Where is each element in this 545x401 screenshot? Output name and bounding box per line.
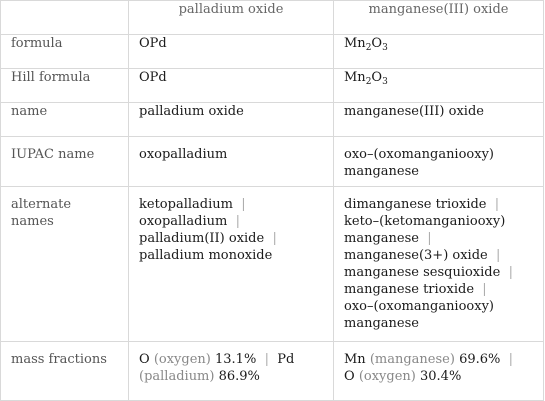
list-item <box>139 230 323 247</box>
separator: | <box>482 282 487 297</box>
formula-subscript: 2 <box>365 43 372 53</box>
cell-alternate-a <box>129 187 334 342</box>
table-row-formula <box>1 35 544 69</box>
alt-name: ketopalladium <box>139 197 233 212</box>
list-item <box>139 368 323 385</box>
column-header-manganese-oxide <box>334 1 544 35</box>
row-label <box>1 342 129 401</box>
alt-name: oxopalladium <box>139 214 228 229</box>
list-item <box>139 213 323 230</box>
cell-formula-a <box>129 35 334 69</box>
cell-hill-a <box>129 69 334 103</box>
separator: | <box>272 231 277 246</box>
formula-part: Mn <box>344 70 366 85</box>
fraction-value: 13.1% <box>215 352 257 367</box>
column-header-label: manganese(III) oxide <box>368 2 509 17</box>
table-row-name <box>1 103 544 137</box>
formula-part: Mn <box>344 36 366 51</box>
row-label <box>1 137 129 187</box>
cell-iupac-b <box>334 137 544 187</box>
list-item <box>344 264 533 281</box>
column-header-label: palladium oxide <box>178 2 284 17</box>
formula-part: O <box>371 36 383 51</box>
row-label <box>1 103 129 137</box>
cell-name-b <box>334 103 544 137</box>
separator: | <box>241 197 246 212</box>
cell-alternate-b <box>334 187 544 342</box>
cell-text: OPd <box>139 70 167 85</box>
fraction-value: 30.4% <box>420 369 462 384</box>
separator: | <box>496 248 501 263</box>
alternate-names-list <box>129 187 333 264</box>
list-item <box>344 230 533 247</box>
cell-text <box>334 137 543 180</box>
element-symbol: Pd <box>277 352 295 367</box>
element-name: (palladium) <box>139 369 215 384</box>
row-label-text: Hill formula <box>11 70 91 85</box>
formula-subscript: 3 <box>382 77 388 87</box>
table-row-alternate-names <box>1 187 544 342</box>
list-item <box>344 247 533 264</box>
row-label <box>1 187 129 342</box>
alt-name: manganese sesquioxide <box>344 265 501 280</box>
cell-name-a <box>129 103 334 137</box>
row-label-text: mass fractions <box>11 352 107 367</box>
alt-name: manganese <box>344 231 419 246</box>
formula-subscript: 2 <box>365 77 372 87</box>
element-symbol: O <box>344 369 355 384</box>
alternate-names-list <box>334 187 543 332</box>
table-row-hill-formula <box>1 69 544 103</box>
cell-iupac-a <box>129 137 334 187</box>
row-label <box>1 69 129 103</box>
cell-mass-a <box>129 342 334 401</box>
alt-name: manganese trioxide <box>344 282 475 297</box>
cell-text: manganese(III) oxide <box>344 104 484 119</box>
formula-part: O <box>371 70 383 85</box>
list-item <box>344 298 533 315</box>
cell-text: OPd <box>139 36 167 51</box>
list-item <box>344 196 533 213</box>
row-label <box>1 35 129 69</box>
list-item <box>139 247 323 264</box>
row-label-text: IUPAC name <box>11 147 95 162</box>
mass-fraction-list <box>334 342 543 385</box>
separator: | <box>508 265 513 280</box>
alt-name: dimanganese trioxide <box>344 197 487 212</box>
corner-cell <box>1 1 129 35</box>
text-line: oxo–(oxomanganiooxy) <box>344 147 494 162</box>
cell-text: palladium oxide <box>139 104 244 119</box>
list-item <box>344 315 533 332</box>
cell-mass-b <box>334 342 544 401</box>
text-line: manganese <box>344 164 419 179</box>
separator: | <box>508 352 514 367</box>
table-row-mass-fractions <box>1 342 544 401</box>
table-row-iupac-name <box>1 137 544 187</box>
row-label-text: formula <box>11 36 63 51</box>
alt-name: keto–(ketomanganiooxy) <box>344 214 506 229</box>
list-item <box>139 351 323 368</box>
element-symbol: Mn <box>344 352 366 367</box>
alt-name: palladium monoxide <box>139 248 273 263</box>
separator: | <box>235 214 240 229</box>
header-row <box>1 1 544 35</box>
cell-hill-b <box>334 69 544 103</box>
element-symbol: O <box>139 352 150 367</box>
alt-name: manganese(3+) oxide <box>344 248 488 263</box>
row-label-text: name <box>11 104 48 119</box>
element-name: (manganese) <box>369 352 455 367</box>
alt-name: palladium(II) oxide <box>139 231 265 246</box>
element-name: (oxygen) <box>358 369 416 384</box>
list-item <box>344 281 533 298</box>
list-item <box>344 351 533 368</box>
cell-formula-b <box>334 35 544 69</box>
fraction-value: 69.6% <box>459 352 501 367</box>
formula-text <box>334 69 543 86</box>
separator: | <box>494 197 500 212</box>
list-item <box>344 213 533 230</box>
mass-fraction-list <box>129 342 333 385</box>
list-item <box>139 196 323 213</box>
cell-text: oxopalladium <box>139 147 228 162</box>
row-label-text: alternate names <box>11 197 72 229</box>
alt-name: manganese <box>344 316 419 331</box>
formula-text <box>334 35 543 52</box>
list-item <box>344 368 533 385</box>
alt-name: oxo–(oxomanganiooxy) <box>344 299 494 314</box>
separator: | <box>427 231 432 246</box>
fraction-value: 86.9% <box>218 369 260 384</box>
column-header-palladium-oxide <box>129 1 334 35</box>
formula-subscript: 3 <box>382 43 388 53</box>
separator: | <box>264 352 269 367</box>
element-name: (oxygen) <box>153 352 211 367</box>
